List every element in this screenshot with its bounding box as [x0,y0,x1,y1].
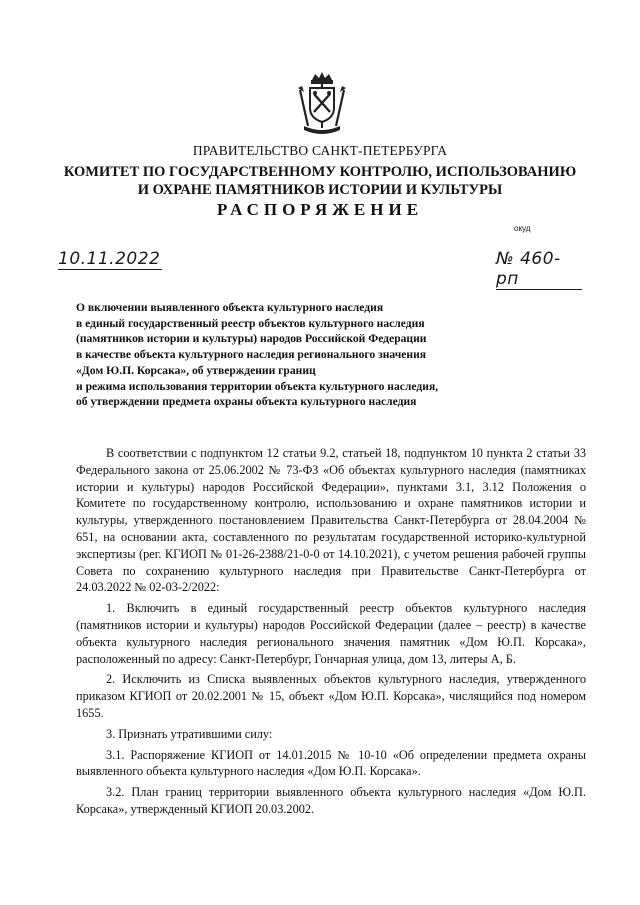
subject-line: О включении выявленного объекта культурного наследия [76,301,384,314]
preamble-paragraph: В соответствии с подпунктом 12 статьи 9.2, статьей 18, подпунктом 10 пункта 2 статьи 33 Федерального закона от 25.06.2002 № 73-ФЗ «Об объектах культурного наследия (памятниках истории и культуры) народов Российской Федерации», пунктами 3.1, 3.12 Положения о Комитете по государственному контролю, использованию и охране памятников истории и культуры, утвержденного постановлением Правительства Санкт-Петербурга от 28.04.2004 № 651, на основании акта, составленного по результатам государственной историко-культурной экспертизы (рег. КГИОП № 01-26-2388/21-0-0 от 14.10.2021), с учетом решения рабочей группы Совета по сохранению культурного наследия при Правительстве Санкт-Петербурга от 24.03.2022 № 02-03-2/2022: [76,446,586,595]
document-body [76,445,586,822]
subject-line: об утверждении предмета охраны объекта культурного наследия [76,395,417,409]
okud-label: окуд [514,224,531,233]
item-3-1: 3.1. Распоряжение КГИОП от 14.01.2015 № 10-10 «Об определении предмета охраны выявленного объекта культурного наследия «Дом Ю.П. Корсака». [76,747,586,779]
document-type: РАСПОРЯЖЕНИЕ [216,200,424,219]
subject-line: «Дом Ю.П. Корсака», об утверждении границ [76,363,316,377]
document-subject [76,300,438,410]
coat-of-arms-icon [296,70,348,136]
item-2: 2. Исключить из Списка выявленных объектов культурного наследия, утвержденного приказом КГИОП от 20.02.2001 № 15, объект «Дом Ю.П. Корсака», числящийся под номером 1655. [76,672,586,720]
document-date: 10.11.2022 [58,249,161,269]
government-name: ПРАВИТЕЛЬСТВО САНКТ-ПЕТЕРБУРГА [192,143,448,158]
document-number: № 460-рп [496,249,582,290]
item-1: 1. Включить в единый государственный реестр объектов культурного наследия (памятников истории и культуры) народов Российской Федерации (далее – реестр) в качестве объекта культурного наследия регионального значения памятник «Дом Ю.П. Корсака», расположенный по адресу: Санкт-Петербург, Гончарная улица, дом 13, литеры А, Б. [76,601,586,666]
subject-line: (памятников истории и культуры) народов Российской Федерации [76,332,427,346]
committee-line-2: И ОХРАНЕ ПАМЯТНИКОВ ИСТОРИИ И КУЛЬТУРЫ [137,182,503,198]
item-3: 3. Признать утратившими силу: [106,726,273,741]
subject-line: и режима использования территории объекта культурного наследия, [76,379,439,393]
subject-line: в качестве объекта культурного наследия регионального значения [76,348,427,362]
subject-line: в единый государственный реестр объектов культурного наследия [76,316,425,330]
item-3-2: 3.2. План границ территории выявленного объекта культурного наследия «Дом Ю.П. Корсака», утвержденный КГИОП 20.03.2002. [76,785,586,816]
committee-line-1: КОМИТЕТ ПО ГОСУДАРСТВЕННОМУ КОНТРОЛЮ, ИСПОЛЬЗОВАНИЮ [63,164,577,180]
committee-name [0,163,640,199]
